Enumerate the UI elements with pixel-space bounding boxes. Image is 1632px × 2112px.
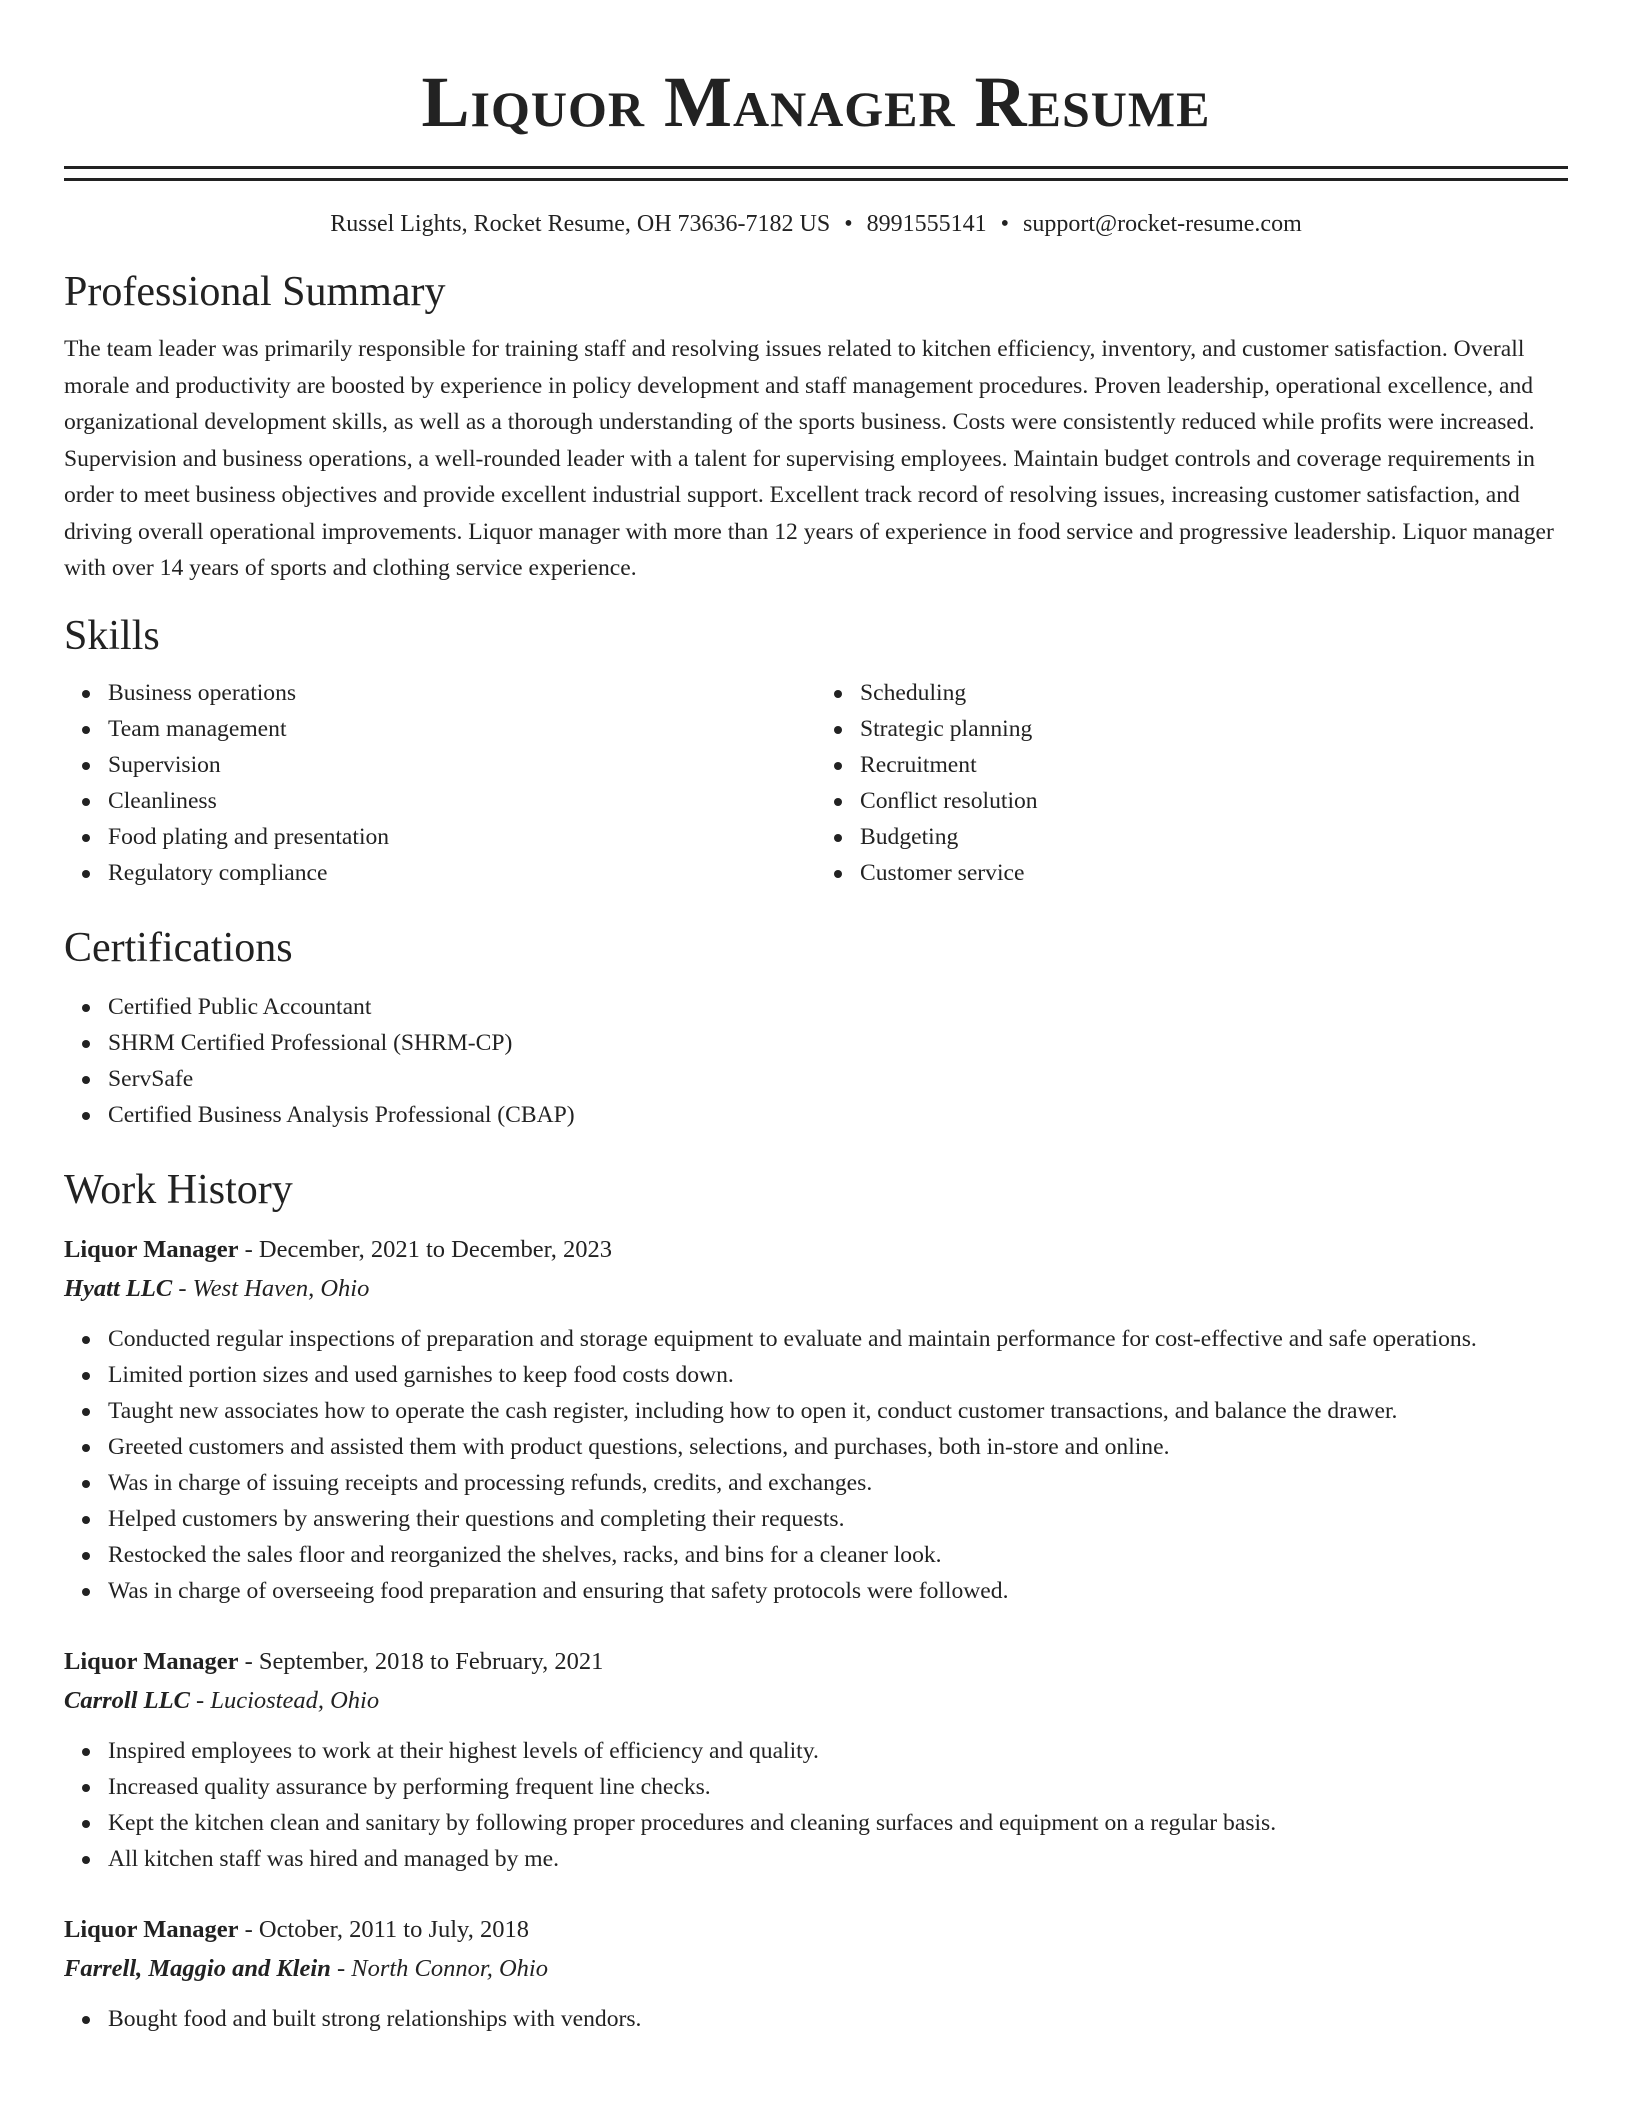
title-divider	[64, 166, 1568, 181]
certifications-list	[64, 989, 1568, 1133]
job-company: Carroll LLC	[64, 1686, 190, 1714]
job-entry	[64, 1911, 1568, 2037]
job-dates: September, 2018 to February, 2021	[258, 1647, 604, 1675]
skill-item: Business operations	[108, 675, 816, 711]
job-title-line: Liquor Manager - October, 2011 to July, 2018	[64, 1915, 529, 1943]
skill-item: Recruitment	[860, 747, 1568, 783]
duty-item: Was in charge of issuing receipts and processing refunds, credits, and exchanges.	[108, 1465, 1568, 1501]
duty-item: Inspired employees to work at their highest levels of efficiency and quality.	[108, 1733, 1568, 1769]
skill-item: Customer service	[860, 855, 1568, 891]
summary-text: The team leader was primarily responsible for training staff and resolving issues related to kitchen efficiency, inventory, and customer satisfaction. Overall morale and productivity are boosted by experience in policy development and staff management procedures. Proven leadership, operational excellence, and organizational development skills, as well as a thorough understanding of the sports business. Costs were consistently reduced while profits were increased. Supervision and business operations, a well-rounded leader with a talent for supervising employees. Maintain budget controls and coverage requirements in order to meet business objectives and provide excellent industrial support. Excellent track record of resolving issues, increasing customer satisfaction, and driving overall operational improvements. Liquor manager with more than 12 years of experience in food service and progressive leadership. Liquor manager with over 14 years of sports and clothing service experience.	[64, 336, 1554, 581]
job-role: Liquor Manager	[64, 1915, 239, 1943]
job-company-line: Carroll LLC - Luciostead, Ohio	[64, 1686, 380, 1714]
work-history-heading: Work History	[64, 1166, 293, 1213]
skill-item: Cleanliness	[108, 783, 816, 819]
skills-list	[64, 675, 1568, 891]
contact-email: support@rocket-resume.com	[1023, 211, 1302, 237]
job-role: Liquor Manager	[64, 1647, 239, 1675]
summary-heading: Professional Summary	[64, 269, 446, 315]
job-entry	[64, 1231, 1568, 1609]
skill-item: Conflict resolution	[860, 783, 1568, 819]
skills-column-left	[64, 675, 816, 891]
job-title-line: Liquor Manager - December, 2021 to December, 2023	[64, 1235, 613, 1263]
resume-page	[64, 0, 1568, 2037]
certification-item: Certified Business Analysis Professional (CBAP)	[108, 1097, 1568, 1133]
job-duties	[64, 1321, 1568, 1609]
certification-item: SHRM Certified Professional (SHRM-CP)	[108, 1025, 1568, 1061]
duty-item: Was in charge of overseeing food preparation and ensuring that safety protocols were followed.	[108, 1573, 1568, 1609]
job-dates: October, 2011 to July, 2018	[258, 1915, 529, 1943]
contact-separator: •	[1000, 211, 1010, 237]
skills-heading: Skills	[64, 612, 160, 659]
job-role: Liquor Manager	[64, 1235, 239, 1263]
duty-item: Helped customers by answering their questions and completing their requests.	[108, 1501, 1568, 1537]
job-company-line: Hyatt LLC - West Haven, Ohio	[64, 1274, 370, 1302]
skill-item: Budgeting	[860, 819, 1568, 855]
certification-item: Certified Public Accountant	[108, 989, 1568, 1025]
job-entry	[64, 1643, 1568, 1877]
page-title: Liquor Manager Resume	[421, 62, 1211, 142]
certification-item: ServSafe	[108, 1061, 1568, 1097]
duty-item: Increased quality assurance by performing frequent line checks.	[108, 1769, 1568, 1805]
job-title-line: Liquor Manager - September, 2018 to February, 2021	[64, 1647, 604, 1675]
skill-item: Food plating and presentation	[108, 819, 816, 855]
duty-item: Kept the kitchen clean and sanitary by following proper procedures and cleaning surfaces and equipment on a regular basis.	[108, 1805, 1568, 1841]
skills-column-right	[816, 675, 1568, 891]
contact-separator: •	[844, 211, 853, 237]
certifications-heading: Certifications	[64, 924, 293, 971]
job-company: Hyatt LLC	[64, 1274, 173, 1302]
skill-item: Scheduling	[860, 675, 1568, 711]
duty-item: Taught new associates how to operate the cash register, including how to open it, conduct customer transactions, and balance the drawer.	[108, 1393, 1568, 1429]
duty-item: Conducted regular inspections of preparation and storage equipment to evaluate and maintain performance for cost-effective and safe operations.	[108, 1321, 1568, 1357]
job-duties	[64, 1733, 1568, 1877]
skill-item: Strategic planning	[860, 711, 1568, 747]
duty-item: Restocked the sales floor and reorganized the shelves, racks, and bins for a cleaner look.	[108, 1537, 1568, 1573]
contact-line	[64, 209, 1568, 239]
duty-item: Bought food and built strong relationships with vendors.	[108, 2001, 1568, 2037]
contact-address: Russel Lights, Rocket Resume, OH 73636-7182 US	[330, 211, 831, 237]
skill-item: Supervision	[108, 747, 816, 783]
job-duties	[64, 2001, 1568, 2037]
duty-item: Limited portion sizes and used garnishes to keep food costs down.	[108, 1357, 1568, 1393]
job-location: North Connor, Ohio	[351, 1954, 548, 1982]
skill-item: Team management	[108, 711, 816, 747]
skill-item: Regulatory compliance	[108, 855, 816, 891]
duty-item: Greeted customers and assisted them with product questions, selections, and purchases, both in-store and online.	[108, 1429, 1568, 1465]
job-location: Luciostead, Ohio	[210, 1686, 380, 1714]
duty-item: All kitchen staff was hired and managed by me.	[108, 1841, 1568, 1877]
job-location: West Haven, Ohio	[192, 1274, 370, 1302]
job-company: Farrell, Maggio and Klein	[64, 1954, 331, 1982]
contact-phone: 8991555141	[866, 211, 987, 237]
job-company-line: Farrell, Maggio and Klein - North Connor, Ohio	[64, 1954, 548, 1982]
job-dates: December, 2021 to December, 2023	[258, 1235, 613, 1263]
